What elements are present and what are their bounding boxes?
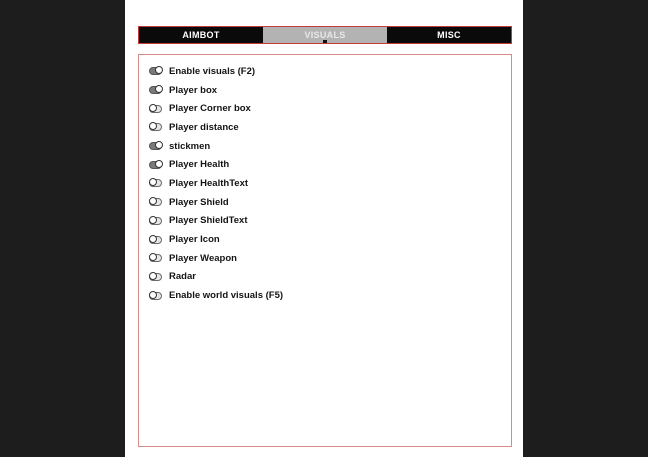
tab-aimbot[interactable] (139, 27, 263, 43)
option-radar[interactable] (149, 268, 283, 287)
tab-visuals[interactable] (263, 27, 387, 43)
option-label: Player box (169, 84, 218, 96)
toggle-switch[interactable] (149, 123, 162, 131)
tab-misc[interactable] (387, 27, 511, 43)
toggle-knob (155, 66, 163, 74)
toggle-knob (149, 122, 157, 130)
toggle-knob (149, 104, 157, 112)
toggle-switch[interactable] (149, 86, 162, 94)
option-player-icon[interactable] (149, 230, 283, 249)
toggle-knob (149, 272, 157, 280)
option-player-shield[interactable] (149, 193, 283, 212)
option-label: stickmen (169, 140, 211, 152)
toggle-knob (155, 85, 163, 93)
option-player-health-text[interactable] (149, 174, 283, 193)
option-enable-visuals[interactable] (149, 62, 283, 81)
toggle-knob (149, 291, 157, 299)
option-player-box[interactable] (149, 81, 283, 100)
toggle-knob (149, 197, 157, 205)
option-label: Enable visuals (F2) (169, 65, 256, 77)
option-label: Player distance (169, 121, 239, 133)
toggle-knob (155, 141, 163, 149)
active-tab-indicator (323, 40, 327, 43)
toggle-switch[interactable] (149, 292, 162, 300)
toggle-switch[interactable] (149, 105, 162, 113)
toggle-knob (149, 235, 157, 243)
option-player-health[interactable] (149, 155, 283, 174)
toggle-switch[interactable] (149, 67, 162, 75)
toggle-switch[interactable] (149, 142, 162, 150)
toggle-switch[interactable] (149, 273, 162, 281)
option-player-corner-box[interactable] (149, 99, 283, 118)
tab-aimbot-label: AIMBOT (182, 30, 220, 40)
tab-visuals-label: VISUALS (304, 30, 346, 40)
option-label: Player HealthText (169, 177, 249, 189)
option-label: Player Weapon (169, 252, 237, 264)
option-enable-world-visuals[interactable] (149, 286, 283, 305)
option-label: Player Icon (169, 234, 220, 246)
toggle-switch[interactable] (149, 217, 162, 225)
toggle-switch[interactable] (149, 198, 162, 206)
toggle-knob (149, 216, 157, 224)
toggle-switch[interactable] (149, 236, 162, 244)
option-player-distance[interactable] (149, 118, 283, 137)
option-label: Radar (169, 271, 196, 283)
tab-misc-label: MISC (437, 30, 461, 40)
cheat-menu-panel (125, 0, 523, 457)
tab-bar (138, 26, 512, 44)
option-label: Enable world visuals (F5) (169, 290, 284, 302)
option-stickmen[interactable] (149, 137, 283, 156)
visuals-settings-box (138, 54, 512, 447)
toggle-switch[interactable] (149, 179, 162, 187)
option-label: Player Health (169, 159, 230, 171)
visuals-option-list (149, 62, 283, 305)
option-label: Player ShieldText (169, 215, 248, 227)
toggle-switch[interactable] (149, 161, 162, 169)
option-label: Player Corner box (169, 103, 251, 115)
option-player-weapon[interactable] (149, 249, 283, 268)
toggle-knob (155, 160, 163, 168)
toggle-knob (149, 178, 157, 186)
toggle-switch[interactable] (149, 254, 162, 262)
toggle-knob (149, 253, 157, 261)
option-player-shield-text[interactable] (149, 212, 283, 231)
option-label: Player Shield (169, 196, 229, 208)
